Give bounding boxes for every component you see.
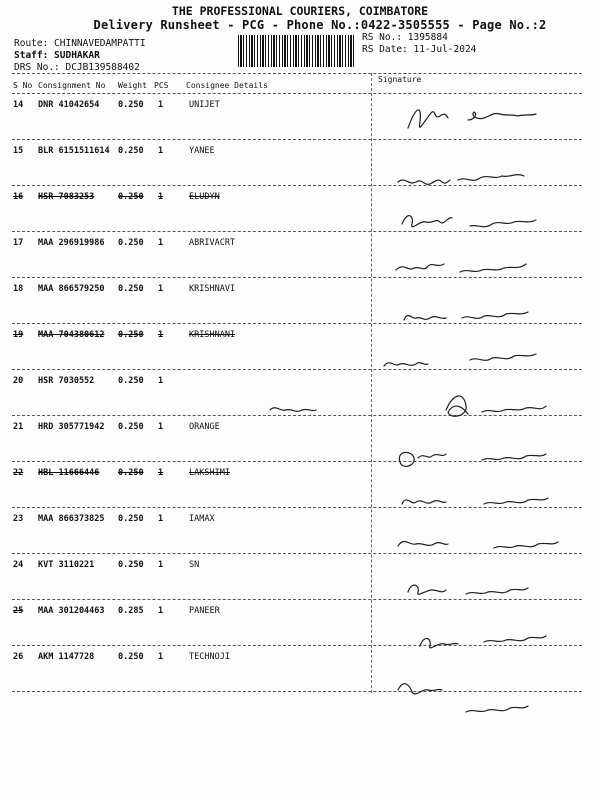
row-consignment: MAA 301204463 <box>38 606 105 616</box>
signature-scribble <box>402 216 536 227</box>
row-weight: 0.250 <box>118 514 144 524</box>
row-consignee: IAMAX <box>189 514 215 524</box>
row-pcs: 1 <box>158 422 164 432</box>
col-header-consignment: Consignment No <box>38 81 106 90</box>
row-weight: 0.250 <box>118 146 144 156</box>
row-consignee: KRISHNANI <box>189 330 236 340</box>
row-weight: 0.250 <box>118 238 144 248</box>
row-consignment: MAA 866373825 <box>38 514 105 524</box>
row-sno: 17 <box>13 238 24 248</box>
row-consignment: HBL 11666446 <box>38 468 100 478</box>
col-header-weight: Weight <box>118 81 147 90</box>
row-pcs: 1 <box>158 606 164 616</box>
row-weight: 0.250 <box>118 376 144 386</box>
col-header-sno: S No <box>13 81 33 90</box>
signature-scribble <box>420 636 546 648</box>
row-weight: 0.250 <box>118 652 144 662</box>
row-sno: 23 <box>13 514 24 524</box>
signature-scribble <box>398 541 558 548</box>
row-pcs: 1 <box>158 284 164 294</box>
drs-number: DRS No.: DCJB139588402 <box>14 62 140 73</box>
signature-scribble <box>408 585 528 594</box>
row-pcs: 1 <box>158 238 164 248</box>
row-sno: 15 <box>13 146 24 156</box>
row-pcs: 1 <box>158 146 164 156</box>
col-header-pcs: PCS <box>154 81 169 90</box>
row-consignment: HSR 7030552 <box>38 376 95 386</box>
company-title: THE PROFESSIONAL COURIERS, COIMBATORE <box>171 4 429 18</box>
row-sno: 26 <box>13 652 24 662</box>
row-weight: 0.250 <box>118 284 144 294</box>
row-pcs: 1 <box>158 514 164 524</box>
row-consignee: ABRIVACRT <box>189 238 236 248</box>
row-sno: 25 <box>13 606 24 616</box>
row-consignee: PANEER <box>189 606 220 616</box>
row-sno: 14 <box>13 100 24 110</box>
row-weight: 0.250 <box>118 330 144 340</box>
row-consignee: UNIJET <box>189 100 220 110</box>
row-consignment: BLR 6151511614 <box>38 146 110 156</box>
runsheet-subtitle: Delivery Runsheet - PCG - Phone No.:0422-3505555 - Page No.:2 <box>93 18 547 32</box>
row-weight: 0.250 <box>118 100 144 110</box>
row-pcs: 1 <box>158 376 164 386</box>
row-consignment: HRD 305771942 <box>38 422 105 432</box>
row-sno: 16 <box>13 192 24 202</box>
row-consignee: ELUDYN <box>189 192 220 202</box>
row-pcs: 1 <box>158 652 164 662</box>
signature-scribble <box>404 312 528 320</box>
row-consignment: AKM 1147728 <box>38 652 95 662</box>
row-sno: 19 <box>13 330 24 340</box>
row-consignee: SN <box>189 560 200 570</box>
row-weight: 0.250 <box>118 468 144 478</box>
row-weight: 0.250 <box>118 560 144 570</box>
row-pcs: 1 <box>158 560 164 570</box>
row-consignment: DNR 41042654 <box>38 100 100 110</box>
row-consignee: TECHNOJI <box>189 652 230 662</box>
row-consignment: MAA 866579250 <box>38 284 105 294</box>
row-pcs: 1 <box>158 100 164 110</box>
row-sno: 18 <box>13 284 24 294</box>
row-consignee: ORANGE <box>189 422 220 432</box>
signature-scribble <box>384 354 536 366</box>
signature-scribble <box>399 452 546 466</box>
row-consignment: MAA 296919986 <box>38 238 105 248</box>
row-weight: 0.250 <box>118 422 144 432</box>
signature-scribble <box>396 264 526 272</box>
signature-scribble <box>398 175 524 185</box>
row-consignment: MAA 704380612 <box>38 330 105 340</box>
row-consignee: KRISHNAVI <box>189 284 236 294</box>
signature-scribble <box>408 110 536 128</box>
row-sno: 20 <box>13 376 24 386</box>
rs-number: RS No.: 1395884 <box>362 32 448 43</box>
col-header-consignee: Consignee Details <box>186 81 268 90</box>
row-weight: 0.250 <box>118 192 144 202</box>
staff-label: Staff: SUDHAKAR <box>14 50 100 61</box>
row-pcs: 1 <box>158 330 164 340</box>
row-pcs: 1 <box>158 192 164 202</box>
row-pcs: 1 <box>158 468 164 478</box>
row-consignment: KVT 3110221 <box>38 560 95 570</box>
row-sno: 22 <box>13 468 24 478</box>
row-sno: 24 <box>13 560 24 570</box>
signature-scribble <box>446 396 546 416</box>
row-weight: 0.285 <box>118 606 144 616</box>
row-consignee: YANEE <box>189 146 215 156</box>
route-label: Route: CHINNAVEDAMPATTI <box>14 38 146 49</box>
signature-scribble <box>402 498 548 504</box>
row-sno: 21 <box>13 422 24 432</box>
rs-date: RS Date: 11-Jul-2024 <box>362 44 477 55</box>
signature-scribble <box>398 684 528 712</box>
row-consignee: LAKSHIMI <box>189 468 230 478</box>
col-header-signature: Signature <box>378 75 422 84</box>
signature-scribble <box>270 408 316 412</box>
row-consignment: HSR 7083253 <box>38 192 95 202</box>
